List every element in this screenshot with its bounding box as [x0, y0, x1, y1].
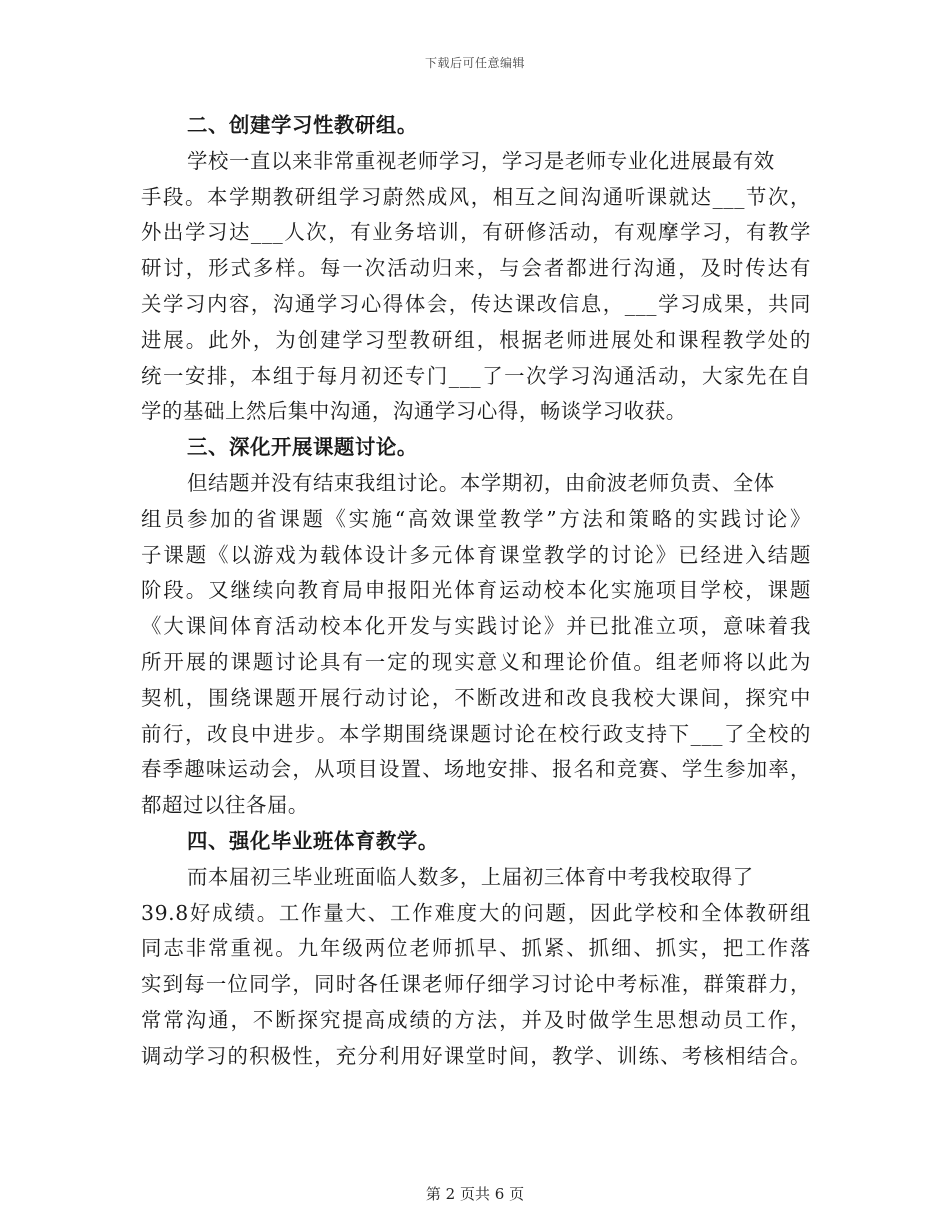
paragraph-line: 研讨，形式多样。每一次活动归来，与会者都进行沟通，及时传达有: [141, 256, 811, 281]
paragraph-line: 契机，围绕课题开展行动讨论，不断改进和改良我校大课间，探究中: [141, 685, 811, 710]
paragraph-line: 关学习内容，沟通学习心得体会，传达课改信息，___学习成果，共同: [141, 291, 811, 316]
paragraph-line: 子课题《以游戏为载体设计多元体育课堂教学的讨论》已经进入结题: [141, 542, 811, 567]
section-heading: 四、强化毕业班体育教学。: [187, 828, 439, 853]
section-heading: 二、创建学习性教研组。: [187, 113, 418, 137]
section-2: [141, 108, 811, 430]
paragraph-line: 外出学习达___人次，有业务培训，有研修活动，有观摩学习，有教学: [141, 220, 811, 245]
paragraph-line: 学校一直以来非常重视老师学习，学习是老师专业化进展最有效: [187, 148, 775, 173]
paragraph-line: 组员参加的省课题《实施“高效课堂教学”方法和策略的实践讨论》: [141, 506, 811, 531]
page-header: 下载后可任意编辑: [424, 56, 525, 70]
paragraph-line: 手段。本学期教研组学习蔚然成风，相互之间沟通听课就达___节次，: [141, 184, 811, 209]
paragraph-line: 阶段。又继续向教育局申报阳光体育运动校本化实施项目学校，课题: [141, 578, 811, 603]
page-footer: 第 2 页共 6 页: [425, 1185, 525, 1203]
paragraph-line: 但结题并没有结束我组讨论。本学期初，由俞波老师负责、全体: [187, 470, 775, 495]
paragraph-line: 进展。此外，为创建学习型教研组，根据老师进展处和课程教学处的: [141, 327, 811, 352]
paragraph-line: 都超过以往各届。: [141, 793, 309, 818]
paragraph-line: 同志非常重视。九年级两位老师抓早、抓紧、抓细、抓实，把工作落: [141, 936, 811, 961]
section-heading: 三、深化开展课题讨论。: [187, 435, 418, 460]
paragraph-line: 常常沟通，不断探究提高成绩的方法，并及时做学生思想动员工作，: [141, 1007, 811, 1032]
paragraph-line: 前行，改良中进步。本学期围绕课题讨论在校行政支持下___了全校的: [141, 721, 811, 746]
paragraph-line: 所开展的课题讨论具有一定的现实意义和理论价值。组老师将以此为: [141, 649, 811, 674]
paragraph-line: 39.8好成绩。工作量大、工作难度大的问题，因此学校和全体教研组: [141, 900, 811, 925]
paragraph-line: 学的基础上然后集中沟通，沟通学习心得，畅谈学习收获。: [141, 399, 687, 424]
document-body: [141, 108, 811, 1075]
paragraph-line: 而本届初三毕业班面临人数多，上届初三体育中考我校取得了: [187, 864, 754, 889]
paragraph-line: 实到每一位同学，同时各任课老师仔细学习讨论中考标准，群策群力，: [141, 972, 811, 997]
paragraph-line: 《大课间体育活动校本化开发与实践讨论》并已批准立项，意味着我: [141, 614, 811, 639]
section-4: [141, 824, 811, 1075]
paragraph-line: 春季趣味运动会，从项目设置、场地安排、报名和竞赛、学生参加率，: [141, 757, 811, 782]
section-3: [141, 430, 811, 824]
paragraph-line: 统一安排，本组于每月初还专门___了一次学习沟通活动，大家先在自: [141, 363, 811, 388]
paragraph-line: 调动学习的积极性，充分利用好课堂时间，教学、训练、考核相结合。: [141, 1043, 811, 1068]
